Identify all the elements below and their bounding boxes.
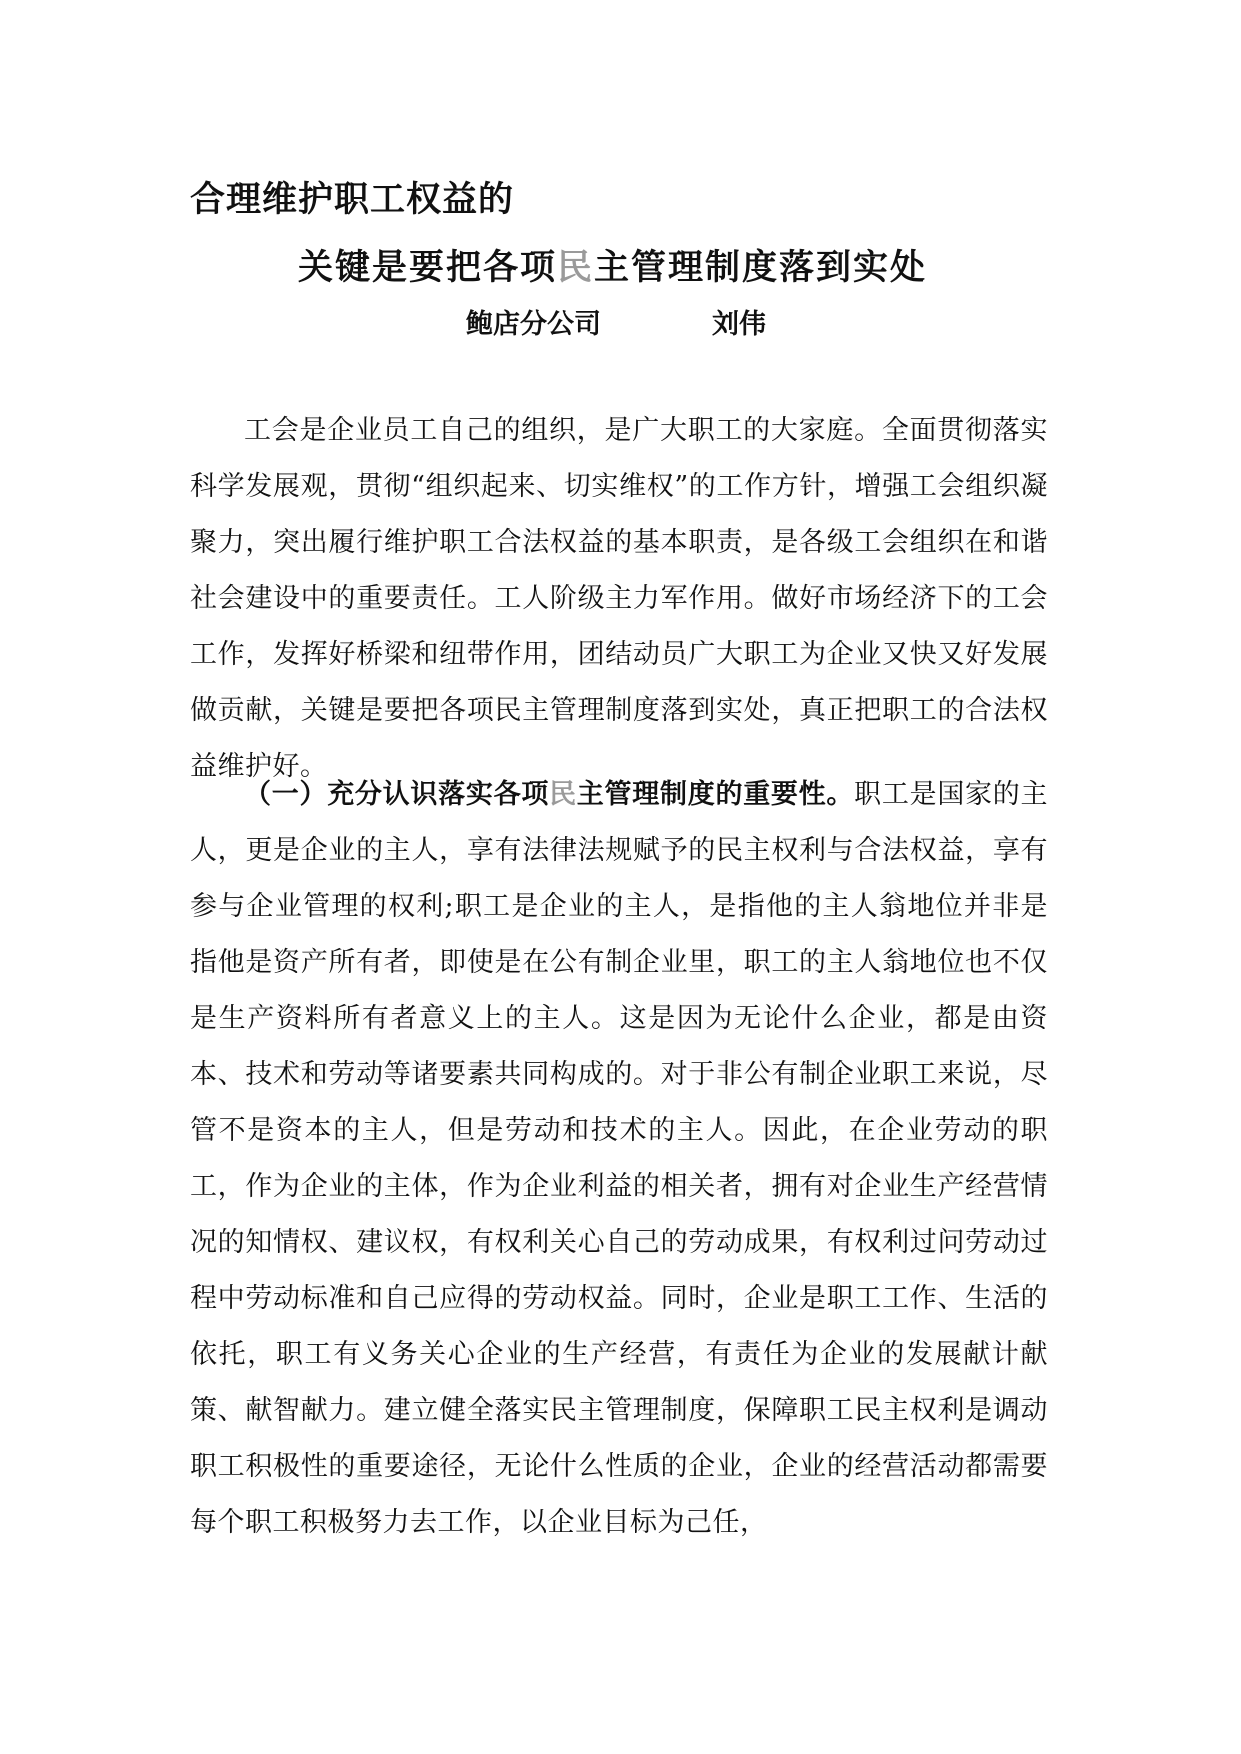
title-line-2 [298,240,927,290]
byline-author: 刘伟 [712,309,766,340]
section-heading-end: 主管理制度的重要性。 [576,779,855,810]
title-line-2-end: 主管理制度落到实处 [594,248,928,288]
title-faded-char: 民 [557,248,595,288]
byline-organization: 鲍店分公司 [466,309,601,340]
section-1-paragraph [190,767,1048,1551]
title-line-1: 合理维护职工权益的 [190,180,515,220]
section-heading-start: （一）充分认识落实各项 [244,779,550,810]
title-line-2-start: 关键是要把各项 [298,248,558,288]
section-heading-faded-char: 民 [549,779,577,810]
paragraph-section-1 [190,767,1048,1551]
paragraph-text: 工会是企业员工自己的组织，是广大职工的大家庭。全面贯彻落实科学发展观，贯彻“组织起来、切实维权”的工作方针，增强工会组织凝聚力，突出履行维护职工合法权益的基本职责，是各级工会组织在和谐社会建设中的重要责任。工人阶级主力军作用。做好市场经济下的工会工作，发挥好桥梁和纽带作用，团结动员广大职工为企业又快又好发展做贡献，关键是要把各项民主管理制度落到实处，真正把职工的合法权益维护好。 [190,415,1048,782]
section-body-text: 职工是国家的主人，更是企业的主人，享有法律法规赋予的民主权利与合法权益，享有参与企业管理的权利;职工是企业的主人，是指他的主人翁地位并非是指他是资产所有者，即使是在公有制企业里，职工的主人翁地位也不仅是生产资料所有者意义上的主人。这是因为无论什么企业，都是由资本、技术和劳动等诸要素共同构成的。对于非公有制企业职工来说，尽管不是资本的主人，但是劳动和技术的主人。因此，在企业劳动的职工，作为企业的主体，作为企业利益的相关者，拥有对企业生产经营情况的知情权、建议权，有权利关心自己的劳动成果，有权利过问劳动过程中劳动标准和自己应得的劳动权益。同时，企业是职工工作、生活的依托，职工有义务关心企业的生产经营，有责任为企业的发展献计献策、献智献力。建立健全落实民主管理制度，保障职工民主权利是调动职工积极性的重要途径，无论什么性质的企业，企业的经营活动都需要每个职工积极努力去工作，以企业目标为己任， [190,779,1049,1538]
paragraph-intro [190,403,1048,795]
section-heading [244,779,854,810]
